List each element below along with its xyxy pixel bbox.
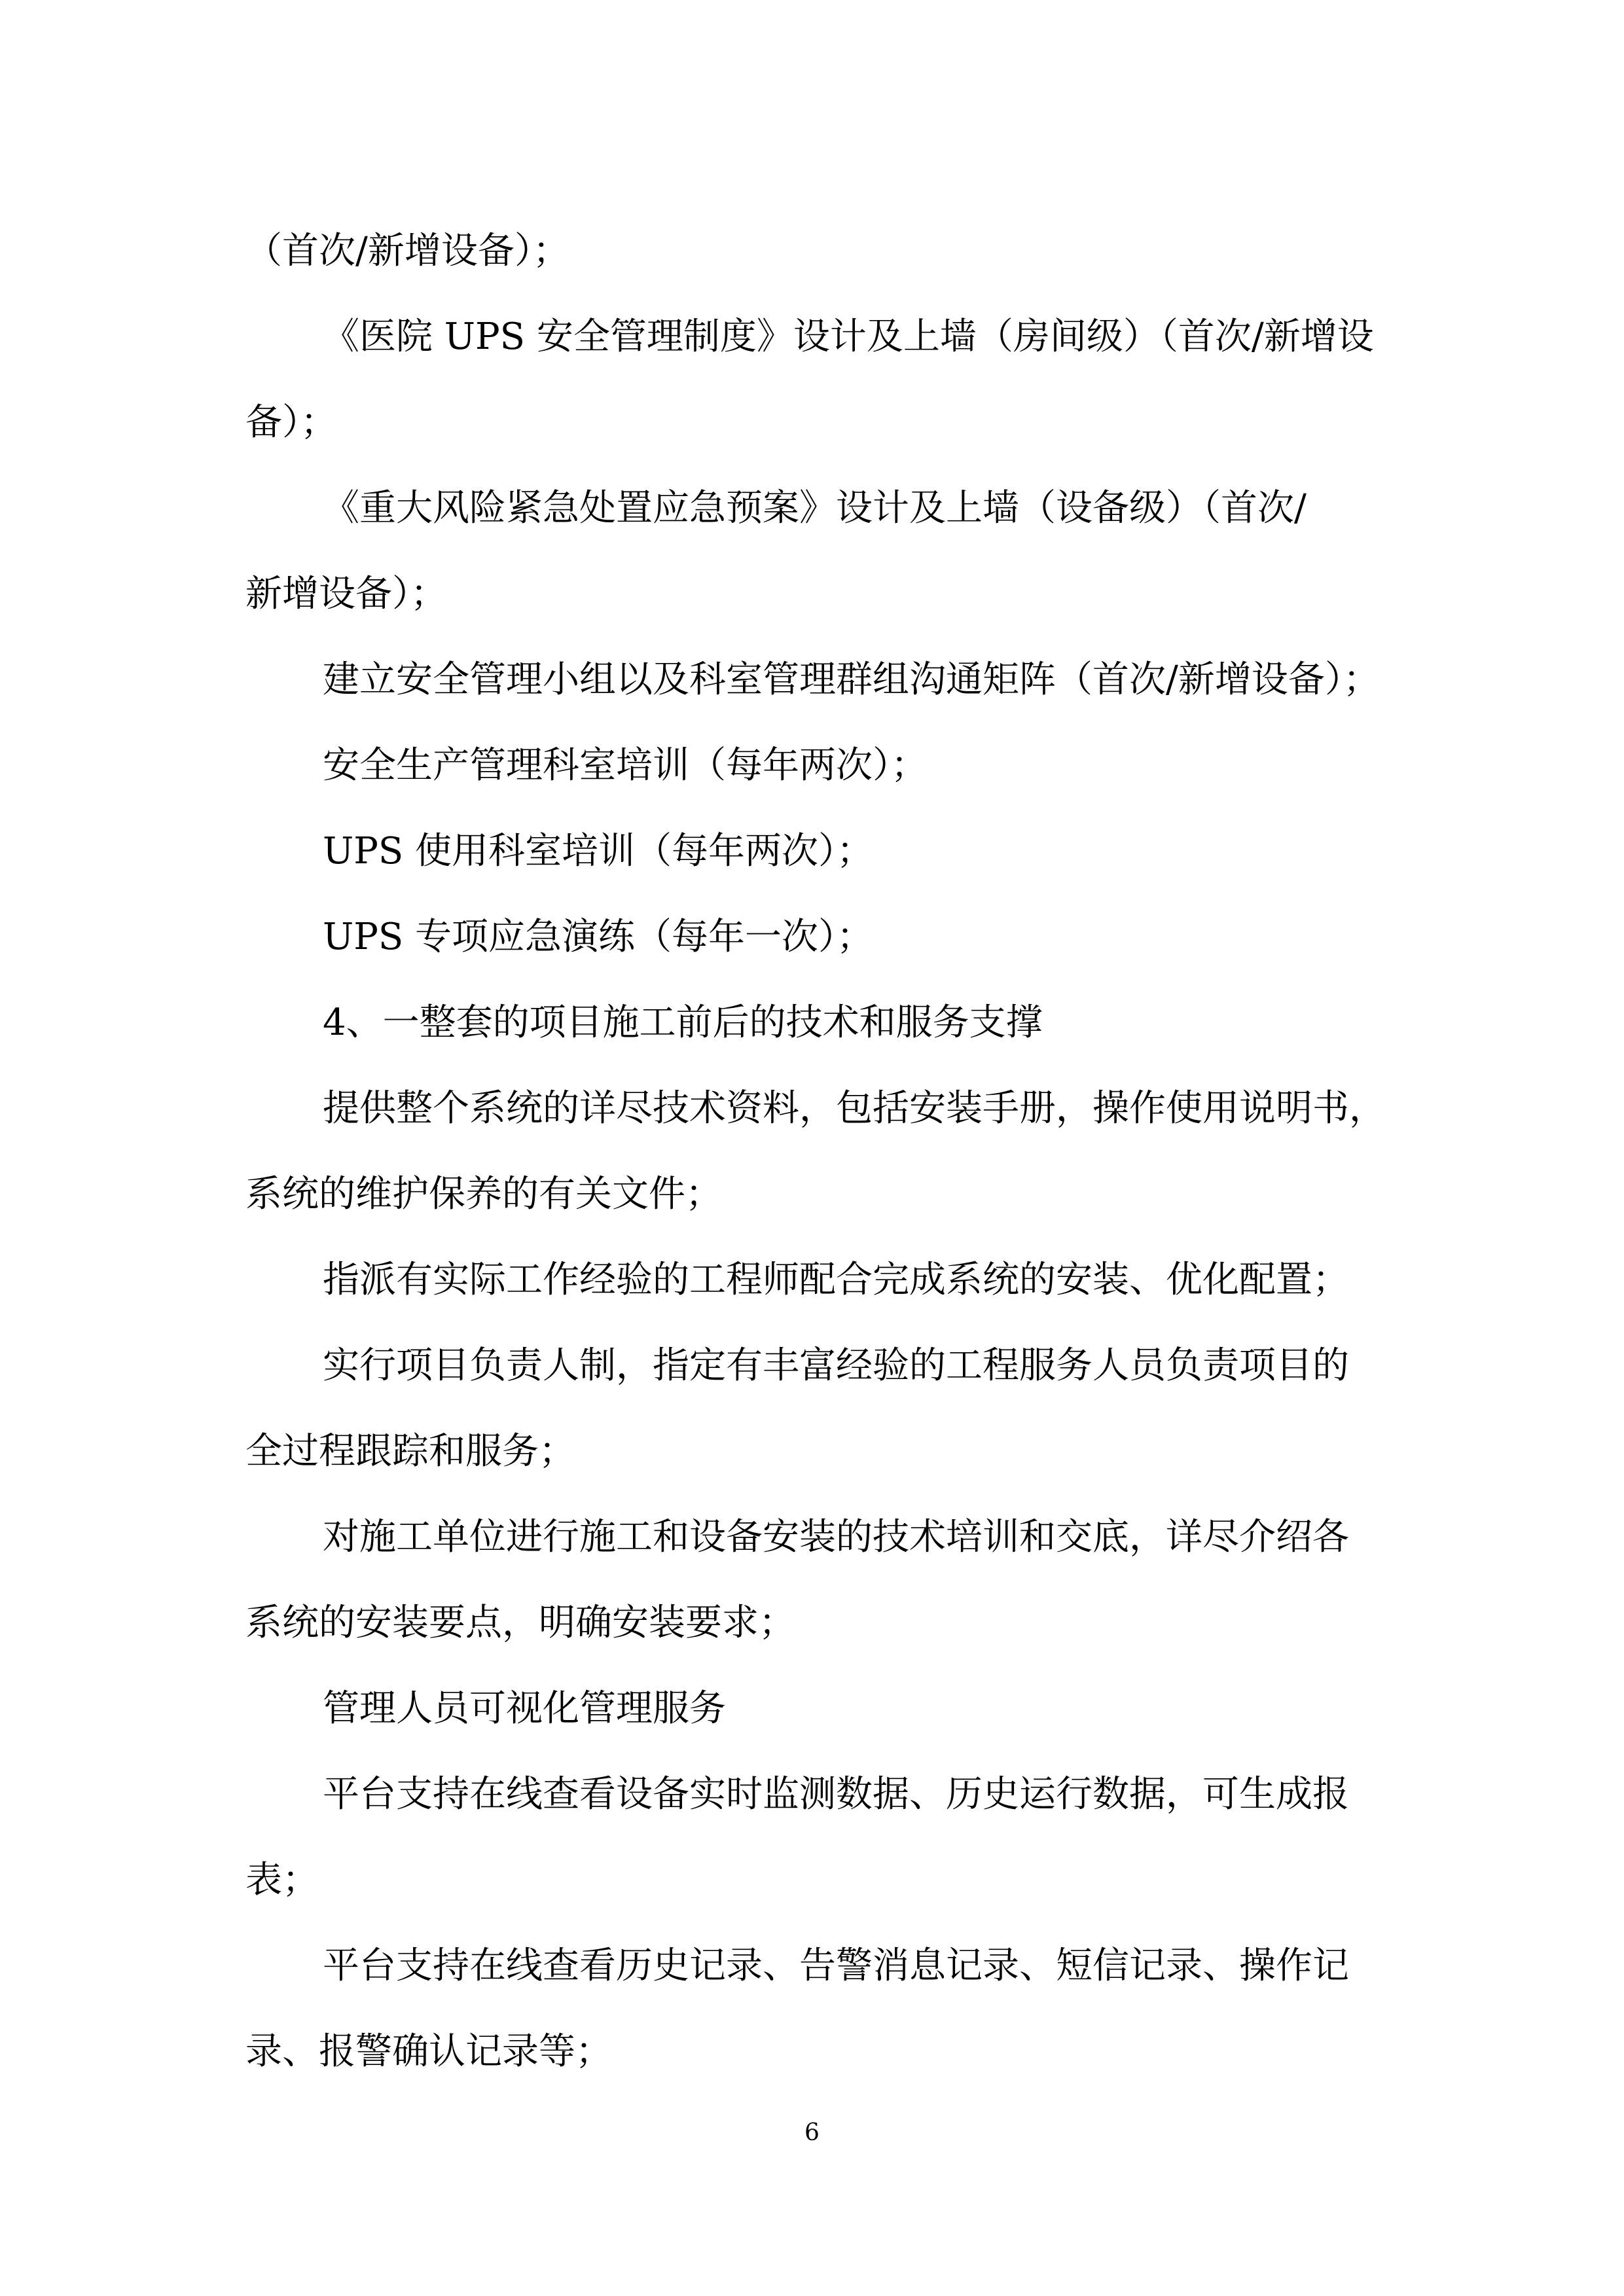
text-line: UPS 专项应急演练（每年一次）； [323,916,874,958]
text-line: 实行项目负责人制，指定有丰富经验的工程服务人员负责项目的 [323,1344,1349,1387]
text-line: UPS 使用科室培训（每年两次）； [323,830,874,872]
text-line: 指派有实际工作经验的工程师配合完成系统的安装、优化配置； [323,1259,1349,1301]
page-number: 6 [804,2119,820,2146]
text-line: 新增设备）； [245,573,447,615]
text-line: 全过程跟踪和服务； [245,1430,575,1473]
text-line: 备）； [245,401,337,444]
text-line: 平台支持在线查看设备实时监测数据、历史运行数据，可生成报 [323,1773,1349,1816]
text-line: （首次/新增设备）； [245,230,569,272]
section-heading: 4、一整套的项目施工前后的技术和服务支撑 [323,1001,1043,1044]
text-line: 平台支持在线查看历史记录、告警消息记录、短信记录、操作记 [323,1945,1349,1987]
text-line: 安全生产管理科室培训（每年两次）； [323,744,928,787]
body-text [245,208,1388,2094]
text-line: 录、报警确认记录等； [245,2030,612,2073]
text-line: 系统的安装要点，明确安装要求； [245,1602,795,1644]
text-line: 建立安全管理小组以及科室管理群组沟通矩阵（首次/新增设备）； [323,658,1380,701]
text-line: 对施工单位进行施工和设备安装的技术培训和交底，详尽介绍各 [323,1516,1349,1558]
text-line: 《医院 UPS 安全管理制度》设计及上墙（房间级）（首次/新增设 [323,315,1374,358]
text-line: 《重大风险紧急处置应急预案》设计及上墙（设备级）（首次/ [323,487,1307,529]
text-line: 系统的维护保养的有关文件； [245,1173,722,1215]
text-line: 提供整个系统的详尽技术资料，包括安装手册，操作使用说明书， [323,1087,1386,1130]
text-line: 表； [245,1859,319,1901]
text-line: 管理人员可视化管理服务 [323,1687,726,1730]
